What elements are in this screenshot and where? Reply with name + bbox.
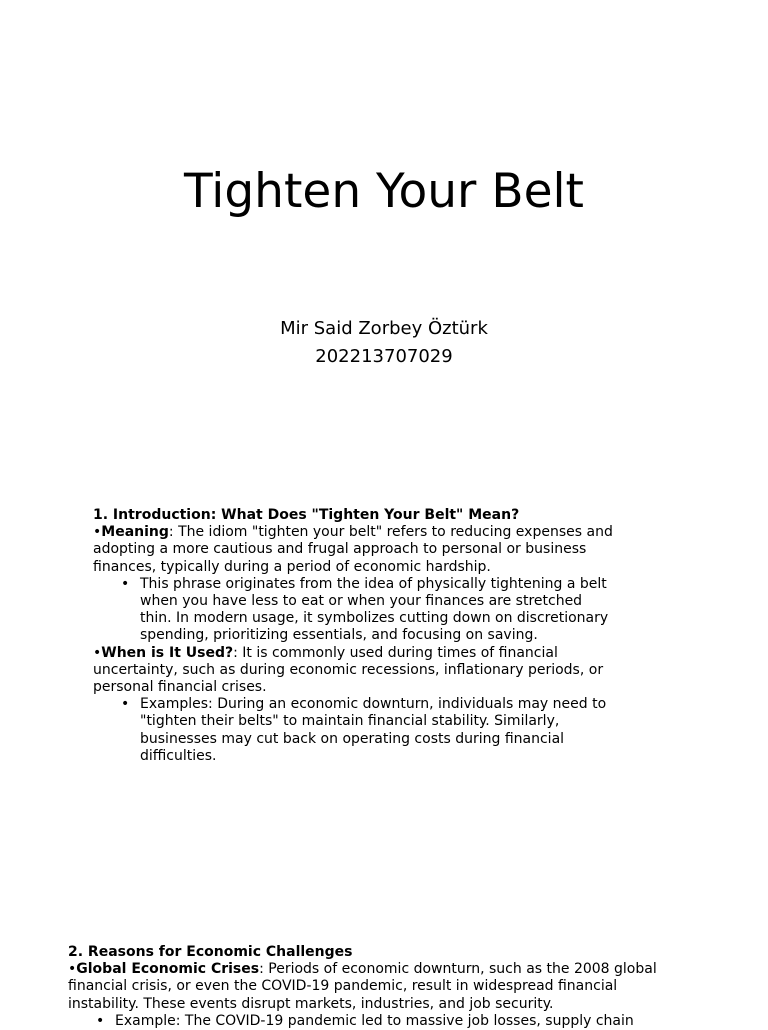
sub-bullet: • [96,1012,105,1029]
section-heading: 1. Introduction: What Does "Tighten Your Belt" Mean? [93,507,520,523]
bullet: • [68,961,77,978]
sub-list [93,696,613,765]
author-name: Mir Said Zorbey Öztürk [280,318,488,339]
list-item [68,961,688,1013]
section-heading: 2. Reasons for Economic Challenges [68,944,353,960]
author-block [0,315,768,371]
sub-item-text: Examples: During an economic downturn, individuals may need to "tighten their belts" to maintain financial stability. Similarly, businesses may cut back on operating costs during financial difficulties. [140,696,607,764]
sub-item-text: Example: The COVID-19 pandemic led to massive job losses, supply chain [115,1012,634,1029]
term-label: When is It Used? [101,644,234,661]
sub-item-text: This phrase originates from the idea of physically tightening a belt when you have less to eat or when your finances are stretched thin. In modern usage, it symbolizes cutting down on discretionary spending, prioritizing essentials, and focusing on saving. [140,575,609,644]
bullet: • [93,524,102,541]
sub-list [68,1013,688,1030]
item-text: : The idiom "tighten your belt" refers to reducing expenses and adopting a more cautious and frugal approach to personal or business finances, typically during a period of economic hardship. [93,524,613,575]
list-item [93,645,613,697]
term-label: Meaning [101,524,169,541]
student-id: 202213707029 [315,346,453,367]
bullet: • [93,644,102,661]
document-title: Tighten Your Belt [184,164,584,219]
item-text: : It is commonly used during times of financial uncertainty, such as during economic recessions, inflationary periods, or personal financial crises. [93,644,604,696]
sub-bullet: • [121,696,130,713]
term-label: Global Economic Crises [76,961,260,978]
list-item [93,524,613,576]
sub-list-item [93,576,613,645]
sub-list-item [93,696,613,765]
sub-list-item [68,1013,688,1030]
section-introduction [93,507,613,765]
sub-bullet: • [121,575,130,592]
sub-list [93,576,613,645]
item-text: : Periods of economic downturn, such as the 2008 global financial crisis, or even the COVID-19 pandemic, result in widespread financial instability. These events disrupt markets, industries, and job security. [68,961,657,1012]
section-economic-challenges [68,944,688,1030]
